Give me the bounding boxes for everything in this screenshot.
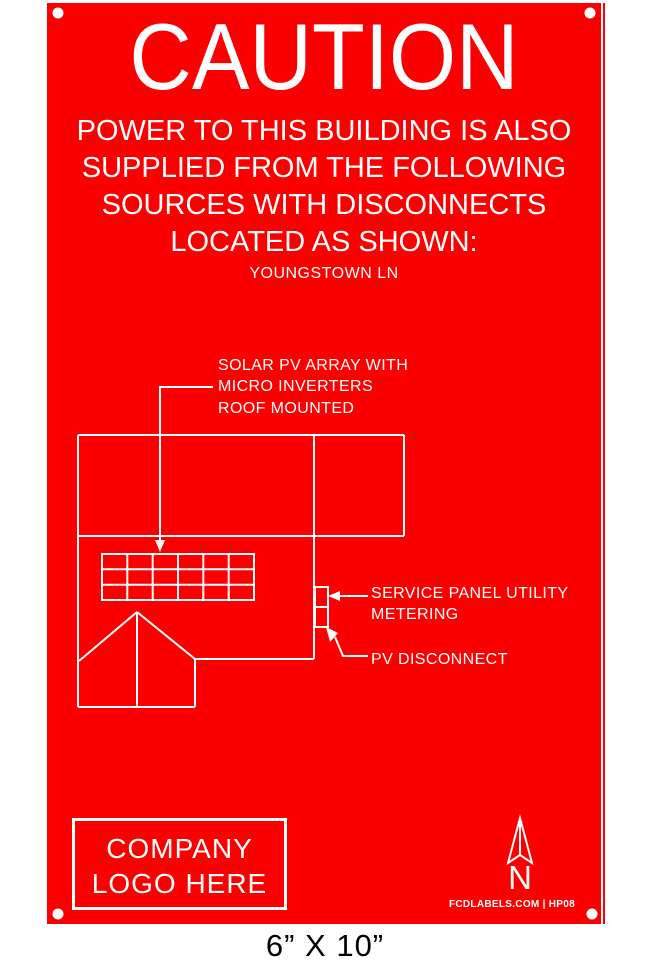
solar-array-label: [218, 355, 408, 419]
solar-array-grid: [102, 554, 254, 600]
sign-edge-line: [603, 3, 605, 924]
mounting-hole-top-right: [585, 8, 596, 19]
roof-gable-lines: [79, 612, 195, 707]
solar-array-label-line-1: SOLAR PV ARRAY WITH: [218, 357, 409, 374]
size-caption: 6” X 10”: [265, 928, 385, 963]
mounting-hole-bottom-right: [587, 909, 598, 920]
brand-text: FCDLABELS.COM | HP08: [448, 899, 575, 910]
solar-array-leader-line: [160, 387, 213, 541]
mounting-hole-top-left: [53, 8, 64, 19]
pv-disconnect-label: PV DISCONNECT: [371, 651, 508, 668]
company-logo-box: [72, 818, 287, 910]
message-line-1: POWER TO THIS BUILDING IS ALSO: [76, 115, 572, 147]
message-line-4: LOCATED AS SHOWN:: [170, 226, 478, 258]
service-panel-label-line-1: SERVICE PANEL UTILITY: [371, 585, 569, 602]
sign-title: CAUTION: [129, 4, 519, 109]
company-logo-line-2: LOGO HERE: [91, 868, 268, 899]
solar-array-label-line-3: ROOF MOUNTED: [218, 399, 355, 417]
solar-array-arrowhead: [155, 540, 165, 552]
solar-array-label-line-2: MICRO INVERTERS: [218, 378, 374, 396]
pv-disconnect-leader-line: [335, 637, 368, 656]
caution-sign: [47, 3, 601, 924]
service-panel-label: [371, 583, 569, 626]
service-panel-boxes: [315, 587, 328, 627]
site-plan-diagram: [47, 3, 601, 924]
street-name-label: YOUNGSTOWN LN: [249, 265, 399, 282]
service-panel-label-line-2: METERING: [371, 606, 459, 624]
service-panel-arrowhead: [328, 591, 340, 601]
message-line-3: SOURCES WITH DISCONNECTS: [101, 189, 547, 221]
north-arrow-icon: [508, 818, 532, 863]
north-letter: N: [508, 859, 532, 896]
message-line-2: SUPPLIED FROM THE FOLLOWING: [81, 152, 567, 184]
mounting-hole-bottom-left: [53, 909, 64, 920]
company-logo-line-1: COMPANY: [106, 833, 253, 864]
